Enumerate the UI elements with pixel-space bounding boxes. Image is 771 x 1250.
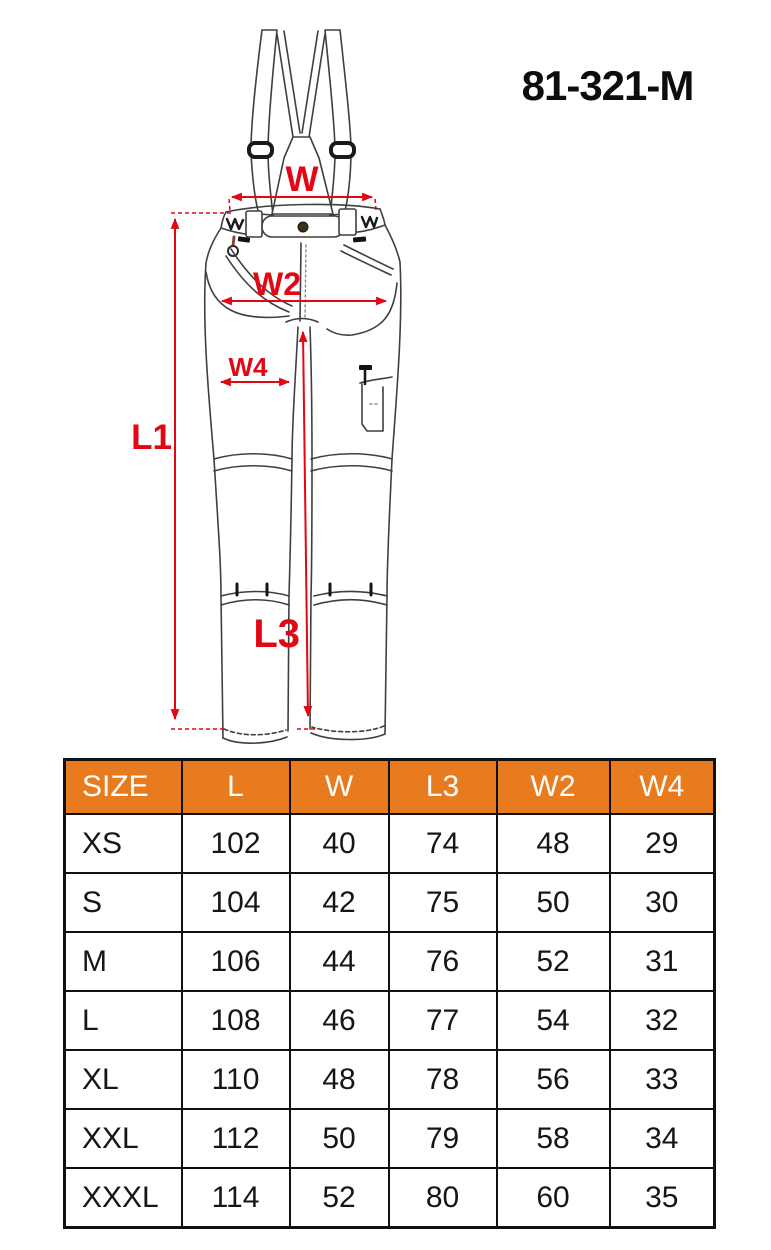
table-row (65, 873, 715, 932)
size-cell: L (65, 991, 182, 1050)
value-cell: 29 (610, 814, 715, 873)
size-table (63, 758, 716, 1229)
value-cell: 48 (290, 1050, 389, 1109)
dimension-label-l1: L1 (131, 418, 172, 457)
dimension-line-l3 (303, 332, 308, 716)
inner-seam-left (288, 327, 298, 731)
value-cell: 42 (290, 873, 389, 932)
value-cell: 60 (497, 1168, 610, 1228)
waist-button (298, 222, 308, 232)
value-cell: 30 (610, 873, 715, 932)
value-cell: 56 (497, 1050, 610, 1109)
table-row (65, 932, 715, 991)
value-cell: 110 (182, 1050, 290, 1109)
value-cell: 80 (389, 1168, 497, 1228)
size-cell: XS (65, 814, 182, 873)
suspender-buckle-right (331, 143, 354, 157)
fly-stitch (305, 245, 306, 319)
value-cell: 75 (389, 873, 497, 932)
table-row (65, 1168, 715, 1228)
cargo-pocket (362, 384, 383, 431)
dimension-label-w: W (285, 160, 319, 199)
size-table-body (65, 814, 715, 1228)
dimension-label-w2: W2 (253, 266, 301, 302)
value-cell: 50 (497, 873, 610, 932)
size-cell: XXL (65, 1109, 182, 1168)
value-cell: 32 (610, 991, 715, 1050)
suspender-strap-right (325, 30, 351, 215)
elastic-mark-right (362, 217, 377, 227)
value-cell: 52 (290, 1168, 389, 1228)
value-cell: 112 (182, 1109, 290, 1168)
value-cell: 50 (290, 1109, 389, 1168)
value-cell: 104 (182, 873, 290, 932)
belt-loop-left (246, 211, 262, 237)
table-row (65, 1050, 715, 1109)
value-cell: 74 (389, 814, 497, 873)
value-cell: 108 (182, 991, 290, 1050)
value-cell: 76 (389, 932, 497, 991)
value-cell: 58 (497, 1109, 610, 1168)
value-cell: 79 (389, 1109, 497, 1168)
side-clip-right (353, 236, 366, 242)
table-row (65, 814, 715, 873)
outer-seam-left (205, 228, 223, 738)
table-row (65, 1109, 715, 1168)
pockets (206, 245, 397, 431)
size-cell: M (65, 932, 182, 991)
value-cell: 114 (182, 1168, 290, 1228)
size-cell: S (65, 873, 182, 932)
belt-loop-right (339, 209, 356, 235)
product-code: 81-321-M (521, 62, 694, 109)
crotch-seam (286, 319, 318, 323)
value-cell: 78 (389, 1050, 497, 1109)
legs (205, 225, 401, 743)
value-cell: 102 (182, 814, 290, 873)
size-cell: XXXL (65, 1168, 182, 1228)
column-header-size: SIZE (65, 760, 182, 815)
table-row (65, 991, 715, 1050)
value-cell: 54 (497, 991, 610, 1050)
inner-seam-right (310, 327, 312, 729)
size-cell: XL (65, 1050, 182, 1109)
column-header-l3: L3 (389, 760, 497, 815)
size-table-header (65, 760, 715, 815)
value-cell: 77 (389, 991, 497, 1050)
value-cell: 33 (610, 1050, 715, 1109)
value-cell: 34 (610, 1109, 715, 1168)
suspender-buckle-left (249, 143, 272, 157)
column-header-l: L (182, 760, 290, 815)
suspender-strap-left (251, 30, 277, 215)
d-ring-strap (233, 237, 234, 246)
value-cell: 46 (290, 991, 389, 1050)
value-cell: 44 (290, 932, 389, 991)
value-cell: 52 (497, 932, 610, 991)
dimension-label-l3: L3 (253, 612, 300, 656)
value-cell: 35 (610, 1168, 715, 1228)
column-header-w: W (290, 760, 389, 815)
column-header-w2: W2 (497, 760, 610, 815)
value-cell: 31 (610, 932, 715, 991)
value-cell: 106 (182, 932, 290, 991)
dimension-label-w4: W4 (228, 352, 268, 382)
value-cell: 40 (290, 814, 389, 873)
value-cell: 48 (497, 814, 610, 873)
elastic-mark-left (227, 219, 243, 229)
column-header-w4: W4 (610, 760, 715, 815)
